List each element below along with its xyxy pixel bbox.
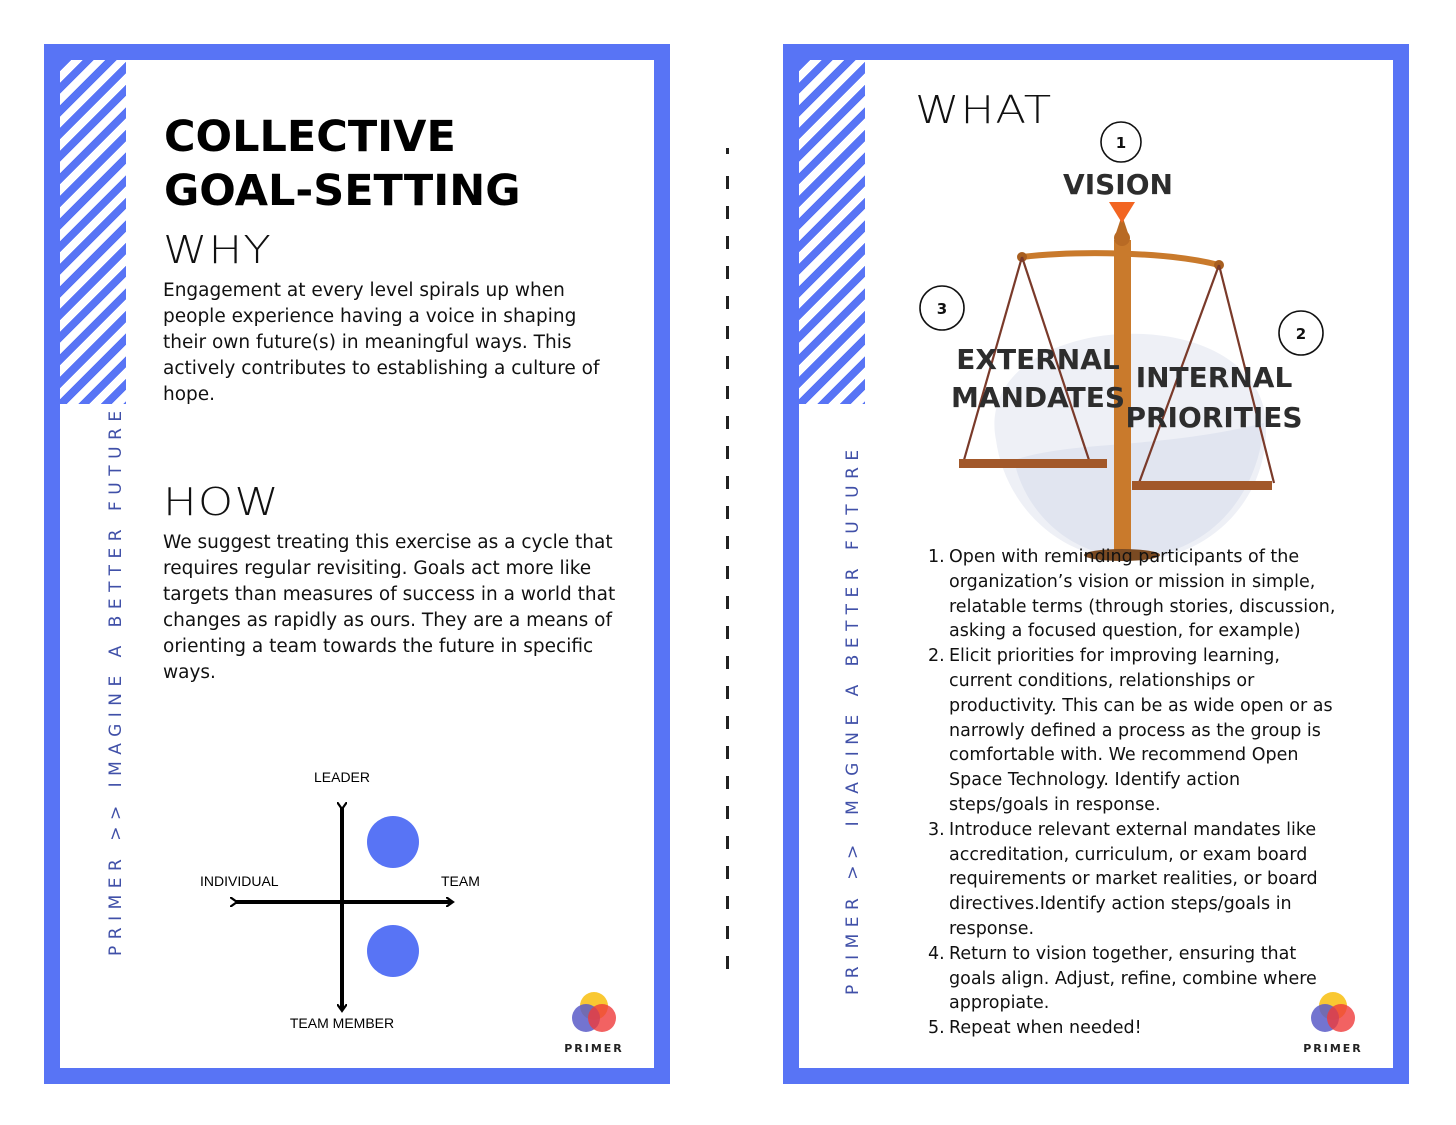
external-label-line1: EXTERNAL — [956, 343, 1120, 376]
vision-arrow-icon — [1109, 202, 1135, 223]
leader-team-quadrant — [180, 760, 520, 1050]
right-pan — [1132, 481, 1272, 490]
primer-logo-text: PRIMER — [1303, 1042, 1363, 1055]
title-line-2: GOAL-SETTING — [164, 166, 521, 216]
left-pan — [959, 459, 1107, 468]
upper-dot — [367, 816, 419, 868]
card-title — [164, 110, 521, 218]
step-item: 3. Introduce relevant external mandates like accreditation, curriculum, or exam board requirements or market realities, or board directives.Identify action steps/goals in response. — [928, 819, 1318, 939]
primer-logo-icon — [564, 990, 624, 1040]
vision-label: VISION — [1063, 168, 1173, 201]
stripe-decoration — [799, 60, 865, 404]
steps-list — [928, 545, 1342, 1041]
card-inner — [799, 60, 1393, 1068]
step-item: 5. Repeat when needed! — [928, 1018, 1142, 1039]
primer-logo — [1303, 990, 1363, 1060]
title-line-1: COLLECTIVE — [164, 112, 456, 162]
what-heading: WHAT — [915, 88, 1053, 132]
balance-scale-diagram — [904, 105, 1324, 565]
why-text: Engagement at every level spirals up when people experience having a voice in shaping their own future(s) in meaningful ways. This actively contributes to establishing a culture of hope. — [163, 280, 600, 405]
vertical-tagline: PRIMER >> IMAGINE A BETTER FUTURE — [843, 443, 863, 995]
stripe-decoration — [60, 60, 126, 404]
svg-text:2: 2 — [1295, 325, 1307, 343]
individual-label: INDIVIDUAL — [200, 873, 279, 889]
why-how-card — [44, 44, 670, 1084]
card-inner — [60, 60, 654, 1068]
internal-label-line1: INTERNAL — [1135, 361, 1293, 394]
how-text: We suggest treating this exercise as a cycle that requires regular revisiting. Goals act more like targets than measures of success in a world that changes as rapidly as ours. They are a means of orienting a team towards the future in specific ways. — [163, 532, 616, 683]
how-heading: HOW — [163, 480, 280, 524]
primer-logo-text: PRIMER — [564, 1042, 624, 1055]
step-item: 4. Return to vision together, ensuring that goals align. Adjust, refine, combine where appropiate. — [928, 943, 1317, 1014]
what-card — [783, 44, 1409, 1084]
vertical-tagline: PRIMER >> IMAGINE A BETTER FUTURE — [106, 404, 126, 956]
team-member-label: TEAM MEMBER — [289, 1015, 395, 1031]
leader-label: LEADER — [313, 769, 371, 785]
step-item: 2. Elicit priorities for improving learning, current conditions, relationships or productivity. This can be as wide open or as narrowly defined a process as the group is comfortable with. We recommend Open Space Technology. Identify action steps/goals in response. — [928, 646, 1333, 815]
internal-label-line2: PRIORITIES — [1125, 401, 1303, 434]
lower-dot — [367, 925, 419, 977]
primer-logo — [564, 990, 624, 1060]
why-heading: WHY — [163, 228, 272, 272]
team-label: TEAM — [441, 873, 480, 889]
svg-text:1: 1 — [1115, 134, 1127, 152]
primer-logo-icon — [1303, 990, 1363, 1040]
svg-text:3: 3 — [936, 300, 948, 318]
external-label-line2: MANDATES — [950, 381, 1126, 414]
step-item: 1. Open with reminding participants of the organization’s vision or mission in simple, relatable terms (through stories, discussion, asking a focused question, for example) — [928, 547, 1336, 642]
